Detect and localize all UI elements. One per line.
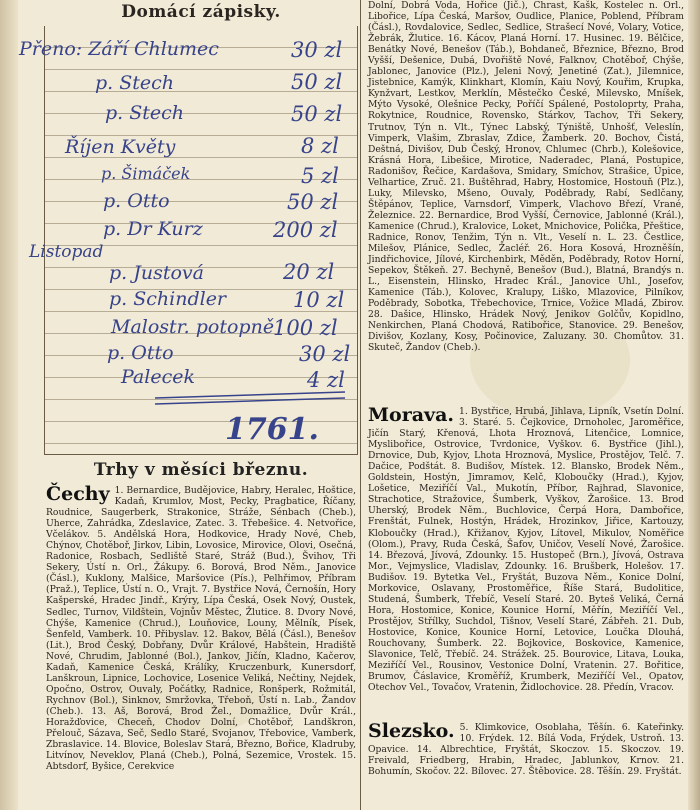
note-amount: 8 zl	[301, 134, 339, 158]
note-amount: 20 zl	[283, 260, 335, 284]
note-amount: 30 zl	[299, 342, 351, 366]
note-amount: 200 zl	[273, 218, 338, 242]
note-label: Listopad	[29, 242, 104, 262]
note-label: p. Schindler	[109, 288, 227, 310]
region-heading-morava: Morava.	[368, 404, 454, 426]
note-label: p. Dr Kurz	[103, 218, 203, 240]
note-label: p. Šimáček	[101, 164, 191, 183]
note-label: Malostr. potopně	[111, 316, 275, 338]
sum-rule	[45, 26, 357, 454]
cechy-section	[46, 485, 356, 772]
notes-ruled-box	[19, 26, 358, 455]
note-amount: 50 zl	[291, 70, 343, 94]
page-spine	[0, 0, 18, 810]
cechy-markets-text-continued: Dolní, Dobrá Voda, Hořice (Jič.), Chrast, Kašk, Kostelec n. Orl., Libořice, Lípa Česká, Maršov, Oudlice, Planice, Poblend, Příbram (Čásl.), Rovdalovice, Sedlec, Sedlice, Strašecí Nové, Volary, Votice, Žebrák, Žlutice. 16. Kácov, Planá Horní. 17. Husinec. 19. Bělčice, Benátky Nové, Benešov (Táb.), Bohdaneč, Březnice, Březno, Brod Vyšší, Dešenice, Dubá, Dvořiště Nové, Falknov, Chotěboř, Chýše, Jablonec, Janovice (Plz.), Jeleni Nový, Jenetiné (Zat.), Jilemnice, Jistebnice, Kamýk, Klinkhart, Klomín, Kaiu Nový, Kouřim, Krupka, Kynžvart, Lestkov, Merklín, Městečko České, Milevsko, Mníšek, Mýto Vysoké, Olešnice Pecky, Poříčí Spálené, Postoloprty, Praha, Rokytnice, Roudnice, Rovensko, Stárkov, Tachov, Tři Sekery, Trutnov, Týn n. Vlt., Týnec Labský, Týniště, Unhošť, Veleslín, Vimperk, Vlašim, Zbraslav, Zdice, Žamberk. 20. Bochov, Čistá, Deštná, Divišov, Dub Český, Hronov, Chlumec (Chrb.), Kolešovice, Krásná Hora, Libešice, Mirotice, Naderadec, Planá, Postupice, Radonišov, Řečice, Kardašova, Smidary, Smíchov, Strašice, Úpice, Velhartice, Zruč. 21. Buštěhrad, Habry, Hostomice, Hostouň (Plz.), Luky, Milevsko, Mšeno, Ouvaly, Poděbrady, Rabí, Sedlčany, Štěpánov, Teplice, Varnsdorf, Vimperk, Vlachovo Březí, Vrané, Železnice. 22. Bernardice, Brod Vyšší, Černovice, Jablonné (Král.), Kamenice (Chrud.), Kralovice, Loket, Mnichovice, Polička, Přeštice, Radnice, Ronov, Tenžim, Týn n. Vlt., Veselí n. L. 23. Čestlice, Milešov, Plánice, Sedlec, Žacléř. 26. Hora Kosová, Hrozněšín, Jindřichovice, Jílové, Kirchenbirk, Měděn, Poděbrady, Rotov Horní, Sepekov, Štěkeň. 27. Bechyně, Benešov (Bud.), Blatná, Brandýs n. L., Eisenstein, Hlinsko, Hradec Král., Janovice Uhl., Josefov, Kamenice (Táb.), Kolovec, Kralupy, Liško, Mlazovice, Pilníkov, Poděbrady, Sobotka, Třebechovice, Trnice, Vožice Mladá, Zbirov. 28. Dašice, Hlinsko, Hrádek Nový, Jenikov Golčův, Kopidlno, Nenkirchen, Planá Chodová, Ratibořice, Stanovice. 29. Benešov, Divišov, Kozlany, Kosy, Počinovice, Zaluzany. 30. Chomůtov. 31. Skuteč, Žandov (Cheb.).	[368, 0, 684, 354]
column-divider	[360, 0, 361, 810]
region-heading-slezsko: Slezsko.	[368, 720, 455, 742]
slezsko-markets-text: 5. Klimkovice, Osoblaha, Těšín. 6. Kateřinky. 10. Frýdek. 12. Bílá Voda, Frýdek, Ustroň. 13. Opavice. 14. Albrechtice, Fryštát, Skoczov. 15. Skoczov. 19. Freivald, Friedberg, Hrabin, Hradec, Jablunkov, Krnov. 21. Bohumín, Skočov. 22. Bílovec. 27. Štěbovice. 28. Těšín. 29. Fryštát.	[368, 722, 684, 778]
note-amount: 100 zl	[273, 316, 338, 340]
cechy-markets-text: 1. Bernardice, Budějovice, Habry, Heralec, Hoštice, Kadaň, Krumlov, Most, Pecky, Pragbatice, Říčany, Roudnice, Saugerberk, Strakonice, Stráže, Sénbach (Cheb.), Uherce, Zahrádka, Zdeslavice, Zatec. 3. Třebešice. 4. Netvořice, Včelákov. 5. Andělská Hora, Hodkovice, Hrady Nové, Cheb, Chýnov, Chotěboř, Jirkov, Libin, Lovosice, Mirovice, Olovi, Osečná, Radonice, Rosbach, Sedliště Staré, Stráž (Bud.), Švihov, Tři Sekery, Ústí n. Orl., Žákupy. 6. Borová, Brod Něm., Janovice (Čásl.), Kuklony, Malšice, Maršovice (Pís.), Pelhřimov, Příbram (Praž.), Teplice, Ústí n. O., Vrajt. 7. Bystřice Nová, Černošín, Hory Kašperské, Hradec Jindř., Krýry, Lípa Česká, Osek Nový, Oustek, Sedlec, Turnov, Vildštein, Vojnův Městec, Žlutice. 8. Dvory Nové, Chýše, Kamenice (Chrud.), Louňovice, Louny, Mělník, Písek, Šenfeld, Vamberk. 10. Přibyslav. 12. Bakov, Bělá (Čásl.), Benešov (Lit.), Brod Český, Dobřany, Dvůr Králové, Habštein, Hradiště Nové, Chrudim, Jablonné (Bol.), Jankov, Jičín, Kladno, Kačerov, Kadaň, Kamenice Česká, Králíky, Kruczenburk, Kunersdorf, Lanškroun, Lipnice, Lochovice, Losenice Veliká, Nečtiny, Nejdek, Opočno, Ostrov, Ouvaly, Počátky, Radnice, Ronšperk, Rožmitál, Rychnov (Bol.), Sinknov, Smržovka, Třeboň, Ústí n. Lab., Žandov (Cheb.). 13. Aš, Borová, Brod Žel., Domažlice, Dvůr Král., Horažďovice, Checeň, Chodov Dolní, Chotěboř, Landškron, Přelouč, Sázava, Seč, Sedlo Staré, Svojanov, Třebovice, Vamberk, Zbraslavice. 14. Blovice, Boleslav Stará, Březno, Bořice, Kladruby, Litvínov, Neveklov, Planá (Cheb.), Polná, Sezemice, Vrostek. 15. Abtsdorf, Byšice, Cerekvice	[46, 485, 356, 773]
note-label: Říjen Květy	[65, 136, 176, 158]
note-total: 1761.	[225, 412, 319, 447]
note-amount: 5 zl	[301, 164, 339, 188]
note-label: p. Stech	[105, 102, 185, 124]
cechy-continued-section	[368, 0, 684, 354]
notes-section	[44, 0, 358, 22]
morava-section	[368, 406, 684, 693]
note-label: Přeno: Září Chlumec	[19, 38, 219, 60]
markets-title: Trhy v měsíci březnu.	[93, 460, 309, 480]
note-label: p. Justová	[109, 262, 204, 284]
morava-markets-text: 1. Bystřice, Hrubá, Jihlava, Lipník, Vsetín Dolní. 3. Staré. 5. Čejkovice, Drnoholec, Jaroměřice, Jičín Starý, Křenová, Lhota Hroznová, Litenčice, Lomnice, Myslibořice, Ostrovice, Tvrdonice, Vyškov. 6. Bystřice (Jihl.), Drnovice, Dub, Kyjov, Lhota Hroznová, Myslice, Prostějov, Telč. 7. Dačice, Podštát. 8. Budišov, Místek. 12. Blansko, Brodek Něm., Goldstein, Hostýn, Jimramov, Kelč, Kloboučky (Hrad.), Kyjov, Lošetice, Meziříčí Val., Mukotín, Příbor, Rajhrad, Slavonice, Strachotice, Stražovice, Šumberk, Vyškov, Žarošice. 13. Brod Uherský, Brodek Něm., Buchlovice, Čerpá Hora, Dambořice, Frenštát, Fulnek, Hostýn, Hrádek, Hrozinkov, Jiřice, Kartouzy, Kloboučky (Hrad.), Křižanov, Kyjov, Lítovel, Mikulov, Noměřice (Olom.), Pravy, Ruda Česká, Šafov, Uničov, Veselí Nové, Žarošice. 14. Březová, Jívová, Zdounky. 15. Hustopeč (Brn.), Jívová, Ostrava Mor., Vejmyslice, Vladislav, Zdounky. 16. Brušberk, Holešov. 17. Budišov. 19. Bytetka Vel., Fryštát, Buzova Něm., Konice Dolní, Morkovice, Oslavany, Prostoměřice, Říše Stará, Budolitice, Studená, Šumberk, Třebíč, Veselí Staré. 20. Byteš Veliká, Černá Hora, Hostomice, Konice, Kounice Horní, Měřín, Meziříčí Vel., Prostějov, Střílky, Suchdol, Tišnov, Veselí Staré, Zábřeh. 21. Dub, Hostovice, Konice, Kounice Horní, Letovice, Loučka Dlouhá, Rouchovany, Šumberk. 22. Bojkovice, Boskovice, Kamenice, Slavonice, Telč, Třebíč. 24. Strážek. 25. Bourovice, Litava, Loukа, Meziříčí Vel., Rousinov, Vestonice Dolní, Vratenin. 27. Bořitice, Brumov, Čáslavice, Kroměříž, Krumberk, Meziříčí Vel., Opatov, Otechov Vel., Tovačov, Vratenin, Židlochovice. 28. Předín, Vracov.	[368, 406, 684, 694]
region-heading-cechy: Čechy	[46, 483, 110, 505]
note-amount: 10 zl	[293, 288, 345, 312]
note-amount: 4 zl	[307, 368, 345, 392]
note-amount: 50 zl	[291, 102, 343, 126]
note-label: p. Stech	[95, 72, 175, 94]
note-label: Palecek	[121, 366, 195, 388]
note-label: p. Otto	[107, 342, 174, 364]
notes-title: Domácí zápisky.	[121, 2, 281, 22]
page-edge	[688, 0, 700, 810]
note-amount: 30 zl	[291, 38, 343, 62]
note-label: p. Otto	[103, 190, 170, 212]
note-amount: 50 zl	[287, 190, 339, 214]
slezsko-section	[368, 722, 684, 777]
